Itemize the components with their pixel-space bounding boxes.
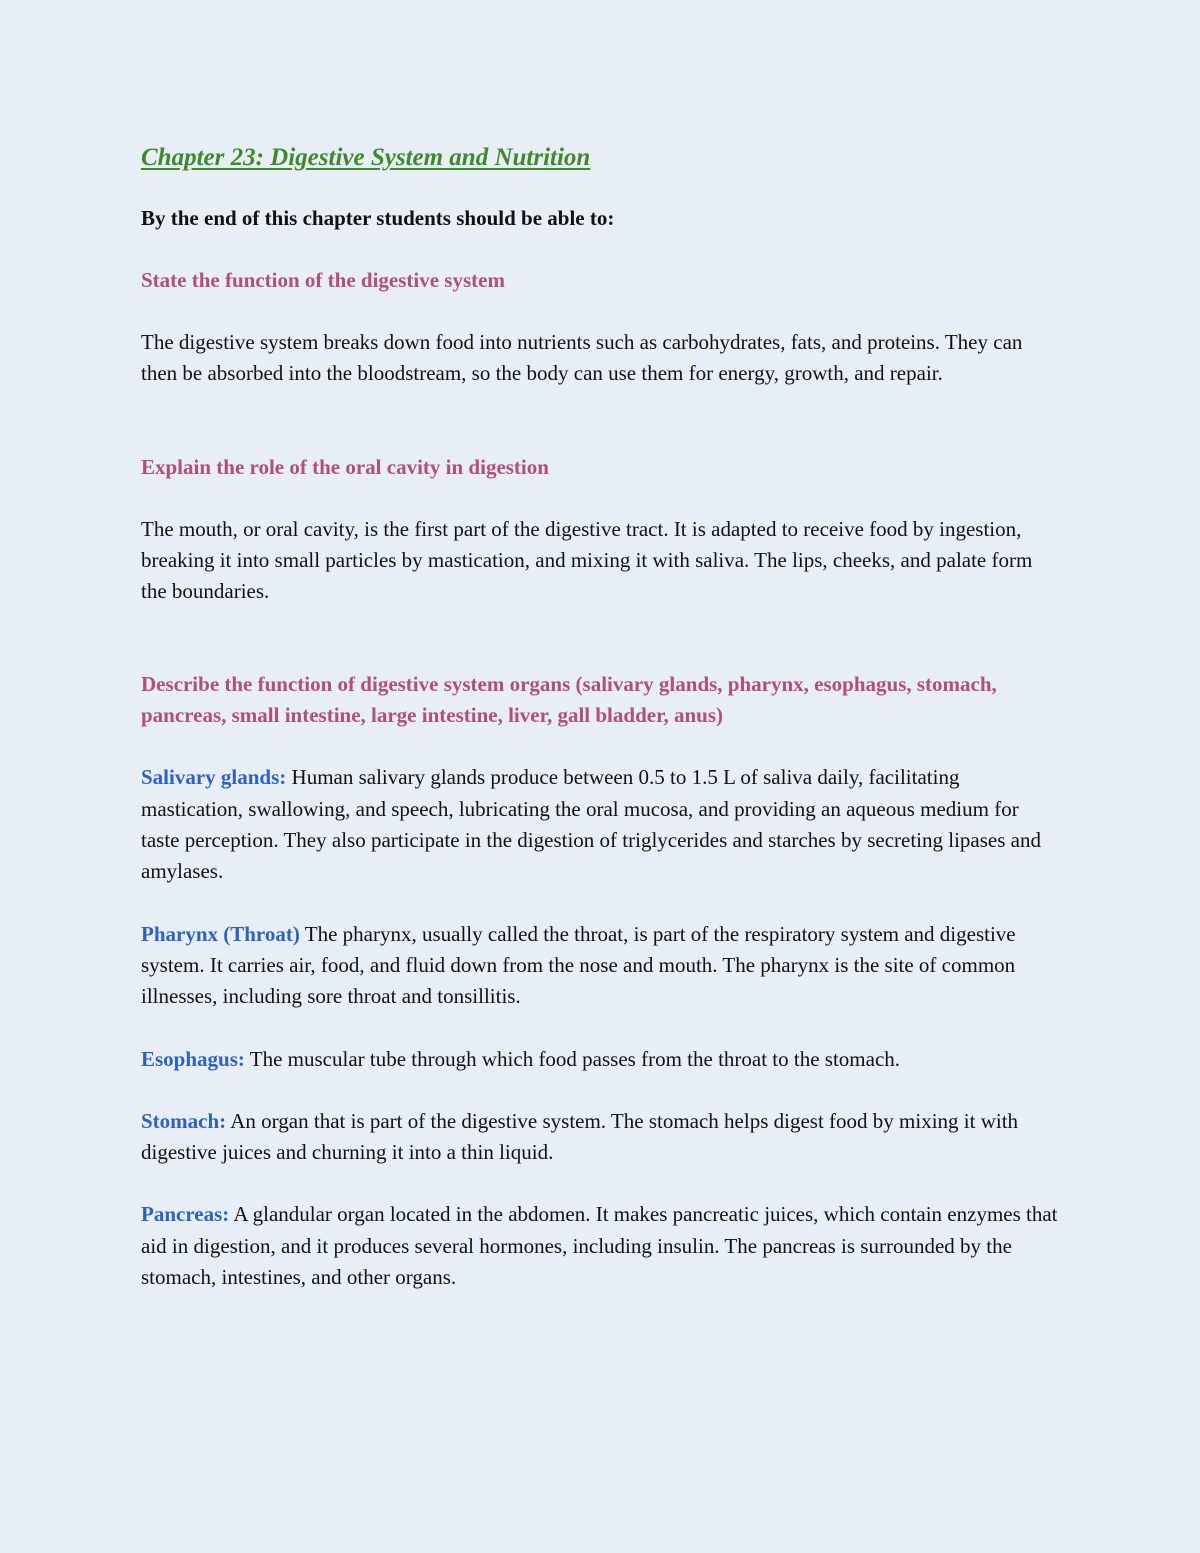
section-heading-oral-cavity: Explain the role of the oral cavity in digestion	[141, 454, 549, 479]
organ-name-salivary-glands: Salivary glands:	[141, 765, 287, 790]
organ-text-pancreas: A glandular organ located in the abdomen. It makes pancreatic juices, which contain enzymes that aid in digestion, and it produces several hormones, including insulin. The pancreas is surrounded by the stomach, intestines, and other organs.	[141, 1202, 1058, 1290]
organ-paragraph-pharynx	[141, 919, 1060, 1013]
section-heading-function: State the function of the digestive system	[141, 268, 505, 292]
organ-paragraph-esophagus	[141, 1044, 1060, 1075]
section-body-function: The digestive system breaks down food into nutrients such as carbohydrates, fats, and proteins. They can then be absorbed into the bloodstream, so the body can use them for energy, growth, and repair.	[141, 330, 1023, 386]
organ-text-stomach: An organ that is part of the digestive system. The stomach helps digest food by mixing it with digestive juices and churning it into a thin liquid.	[141, 1108, 1019, 1165]
chapter-title: Chapter 23: Digestive System and Nutrition	[141, 144, 591, 171]
organ-text-salivary-glands: Human salivary glands produce between 0.5 to 1.5 L of saliva daily, facilitating mastication, swallowing, and speech, lubricating the oral mucosa, and providing an aqueous medium for taste perception. They also participate in the digestion of triglycerides and starches by secreting lipases and amylases.	[141, 765, 1041, 884]
section-heading-organs: Describe the function of digestive system organs (salivary glands, pharynx, esophagus, stomach, pancreas, small intestine, large intestine, liver, gall bladder, anus)	[141, 672, 997, 728]
organ-name-pharynx: Pharynx (Throat)	[141, 921, 300, 946]
organ-name-stomach: Stomach:	[141, 1108, 227, 1133]
organ-text-pharynx: The pharynx, usually called the throat, is part of the respiratory system and digestive system. It carries air, food, and fluid down from the nose and mouth. The pharynx is the site of common illnesses, including sore throat and tonsillitis.	[141, 921, 1016, 1009]
learning-objectives-intro: By the end of this chapter students should be able to:	[141, 206, 615, 230]
organ-name-pancreas: Pancreas:	[141, 1202, 230, 1227]
organ-paragraph-salivary-glands	[141, 762, 1060, 887]
organ-name-esophagus: Esophagus:	[141, 1046, 245, 1071]
organ-paragraph-pancreas	[141, 1199, 1060, 1293]
organ-paragraph-stomach	[141, 1106, 1060, 1169]
organ-text-esophagus: The muscular tube through which food passes from the throat to the stomach.	[244, 1046, 901, 1071]
section-body-oral-cavity: The mouth, or oral cavity, is the first part of the digestive tract. It is adapted to receive food by ingestion, breaking it into small particles by mastication, and mixing it with saliva. The lips, cheeks, and palate form the boundaries.	[141, 516, 1033, 604]
